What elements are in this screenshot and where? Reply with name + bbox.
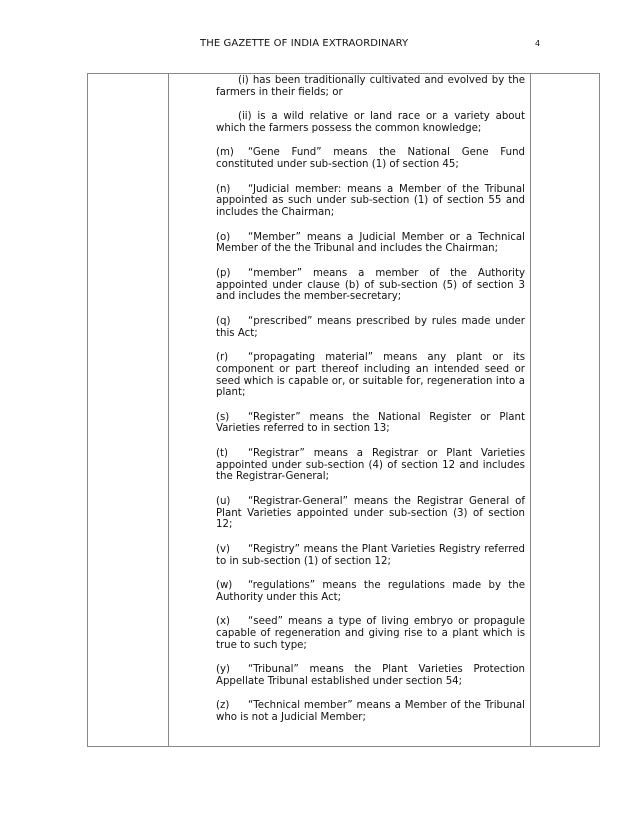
definition-text: “member” means a member of the Authority appointed under clause (b) of sub-section (5) of section 3 and includes the member-secretary;: [216, 267, 525, 303]
definition-label: (m): [216, 147, 234, 159]
column-divider-left: [168, 74, 169, 746]
definition-item: [216, 448, 525, 483]
definition-text: “regulations” means the regulations made by the Authority under this Act;: [216, 580, 525, 603]
definition-text: “Gene Fund” means the National Gene Fund constituted under sub-section (1) of section 45;: [216, 147, 525, 171]
definition-item: [216, 75, 525, 99]
definition-label: (t): [216, 447, 228, 459]
definition-item: [216, 268, 525, 303]
definition-label: (u): [216, 495, 231, 507]
definition-item: [216, 111, 525, 135]
column-divider-right: [530, 74, 531, 746]
definition-text: “seed” means a type of living embryo or propagule capable of regeneration and giving rise to a plant which is true to such type;: [216, 616, 525, 651]
page-header: [0, 38, 638, 52]
definition-text: “prescribed” means prescribed by rules made under this Act;: [216, 315, 525, 339]
definition-text: (ii) is a wild relative or land race or a variety about which the farmers possess the common knowledge;: [216, 111, 525, 134]
definition-item: [216, 147, 525, 171]
definition-text: “propagating material” means any plant or its component or part thereof including an intended seed or seed which is capable or, or suitable for, regeneration into a plant;: [216, 351, 525, 399]
page-number: 4: [535, 39, 541, 48]
definition-item: [216, 544, 525, 568]
definition-item: [216, 316, 525, 340]
definition-text: “Technical member” means a Member of the Tribunal who is not a Judicial Member;: [216, 700, 525, 724]
definition-item: [216, 616, 525, 651]
definition-label: (s): [216, 411, 230, 423]
definition-label: (n): [216, 183, 231, 195]
definition-label: (o): [216, 231, 231, 243]
definition-label: (q): [216, 315, 231, 327]
definition-text: “Tribunal” means the Plant Varieties Protection Appellate Tribunal established under section 54;: [216, 664, 525, 687]
definition-item: [216, 184, 525, 219]
definition-item: [216, 412, 525, 436]
definition-label: (y): [216, 664, 230, 676]
gazette-title: THE GAZETTE OF INDIA EXTRAORDINARY: [200, 38, 409, 49]
definition-label: (v): [216, 543, 230, 555]
definition-item: [216, 496, 525, 531]
definition-label: (w): [216, 580, 233, 592]
definition-label: (x): [216, 616, 230, 628]
definition-item: [216, 352, 525, 399]
definition-text: (i) has been traditionally cultivated and evolved by the farmers in their fields; or: [216, 75, 525, 98]
definition-label: (r): [216, 351, 229, 363]
definition-text: “Judicial member: means a Member of the Tribunal appointed as such under sub-section (1) of section 55 and includes the Chairman;: [216, 183, 525, 219]
definition-text: “Registrar” means a Registrar or Plant Varieties appointed under sub-section (4) of section 12 and includes the Registrar-General;: [216, 447, 525, 483]
definition-item: [216, 700, 525, 724]
definition-label: (p): [216, 267, 231, 279]
definition-label: (z): [216, 700, 230, 712]
definition-text: “Registrar-General” means the Registrar General of Plant Varieties appointed under sub-section (3) of section 12;: [216, 495, 525, 531]
definition-text: “Member” means a Judicial Member or a Technical Member of the the Tribunal and includes the Chairman;: [216, 231, 525, 255]
definition-item: [216, 664, 525, 688]
definition-text: “Registry” means the Plant Varieties Registry referred to in sub-section (1) of section 12;: [216, 543, 525, 567]
definition-item: [216, 232, 525, 256]
definition-text: “Register” means the National Register or Plant Varieties referred to in section 13;: [216, 411, 525, 435]
definition-item: [216, 580, 525, 604]
definitions-column: [216, 75, 525, 737]
